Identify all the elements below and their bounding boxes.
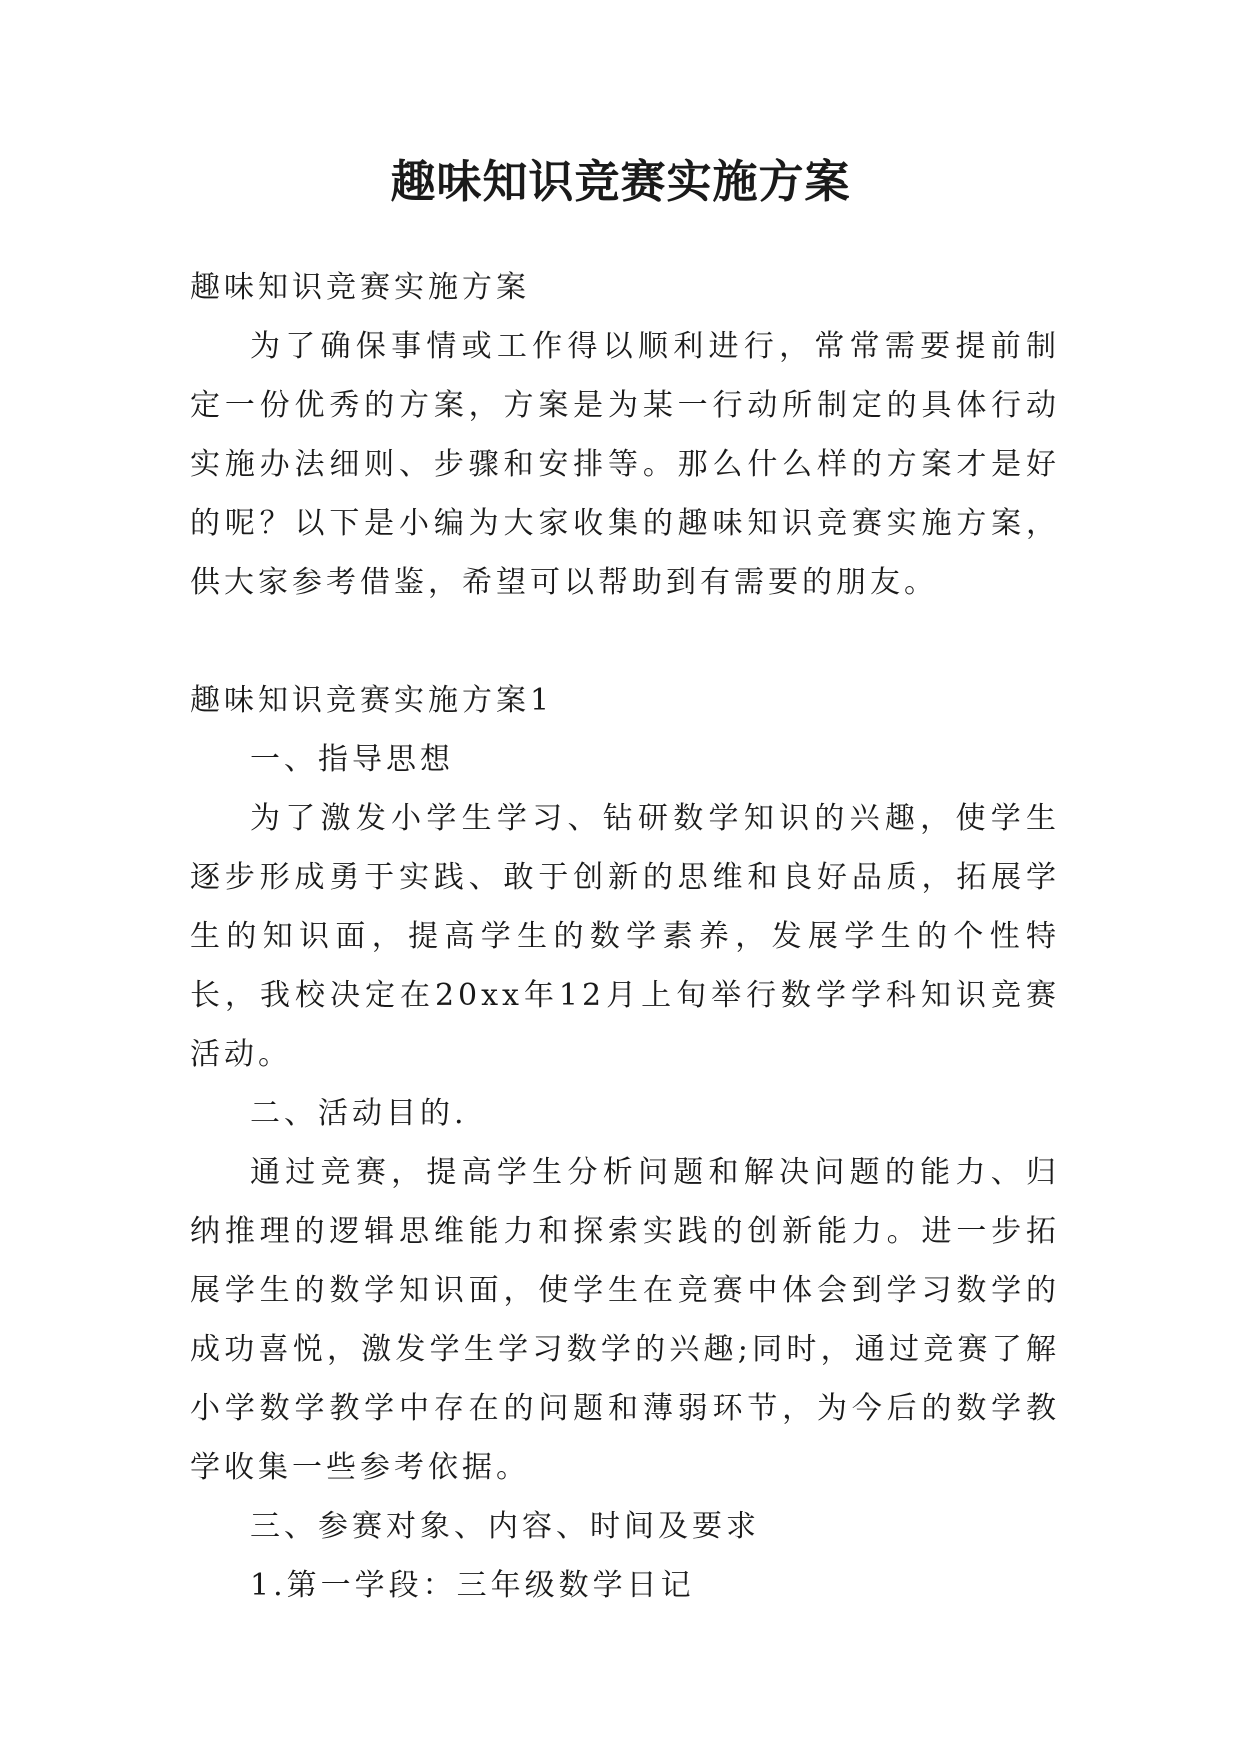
document-title: 趣味知识竞赛实施方案: [390, 155, 851, 208]
paragraph-gap: [190, 612, 1060, 671]
heading-activity-purpose: 二、活动目的.: [250, 1096, 468, 1131]
document-subtitle: 趣味知识竞赛实施方案: [190, 270, 530, 305]
heading-guiding-ideology: 一、指导思想: [250, 742, 454, 777]
paragraph-activity-purpose: 通过竞赛，提高学生分析问题和解决问题的能力、归纳推理的逻辑思维能力和探索实践的创新能力。进一步拓展学生的数学知识面，使学生在竞赛中体会到学习数学的成功喜悦，激发学生学习数学的兴趣;同时，通过竞赛了解小学数学教学中存在的问题和薄弱环节，为今后的数学教学收集一些参考依据。: [190, 1155, 1060, 1485]
heading-participants: 三、参赛对象、内容、时间及要求: [250, 1509, 760, 1544]
intro-paragraph: 为了确保事情或工作得以顺利进行，常常需要提前制定一份优秀的方案，方案是为某一行动所制定的具体行动实施办法细则、步骤和安排等。那么什么样的方案才是好的呢？以下是小编为大家收集的趣味知识竞赛实施方案，供大家参考借鉴，希望可以帮助到有需要的朋友。: [190, 329, 1060, 600]
list-item-first-stage: 1.第一学段：三年级数学日记: [250, 1568, 695, 1603]
paragraph-guiding-ideology: 为了激发小学生学习、钻研数学知识的兴趣，使学生逐步形成勇于实践、敢于创新的思维和良好品质，拓展学生的知识面，提高学生的数学素养，发展学生的个性特长，我校决定在20xx年12月上旬举行数学学科知识竞赛活动。: [190, 801, 1060, 1072]
document-body: [190, 258, 1060, 1615]
section-title: 趣味知识竞赛实施方案1: [190, 683, 554, 718]
